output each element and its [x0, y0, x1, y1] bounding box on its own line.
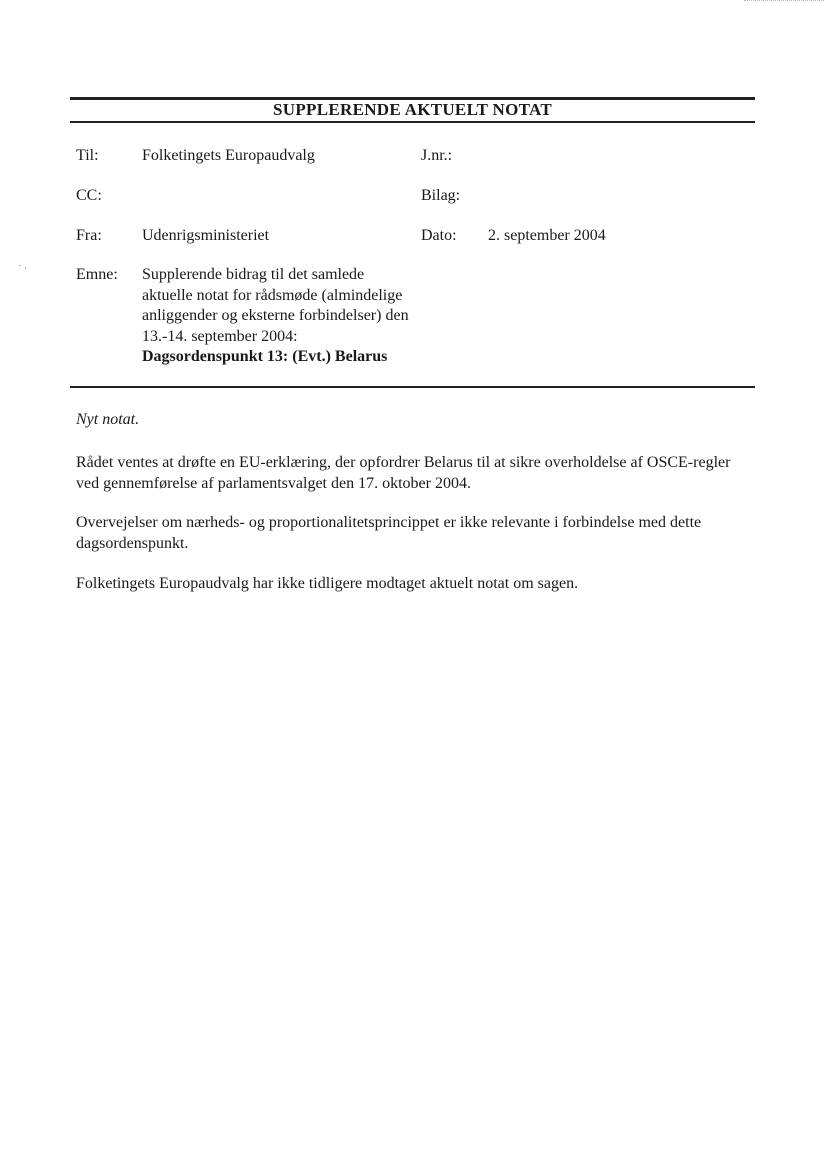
- scan-artifact: [744, 0, 824, 4]
- header-bottom-rule: [70, 386, 755, 388]
- emne-bold-text: Dagsordenspunkt 13: (Evt.) Belarus: [142, 348, 388, 365]
- emne-label: Emne:: [76, 266, 118, 283]
- til-value: Folketingets Europaudvalg: [142, 147, 315, 164]
- fra-label: Fra:: [76, 227, 102, 244]
- fra-value: Udenrigsministeriet: [142, 227, 270, 244]
- paragraph-2: Overvejelser om nærheds- og proportionalitetsprincippet er ikke relevante i forbindelse med dette dagsordenspunkt.: [76, 514, 702, 552]
- document-title: SUPPLERENDE AKTUELT NOTAT: [273, 100, 552, 119]
- jnr-label: J.nr.:: [421, 147, 453, 164]
- cc-label: CC:: [76, 187, 102, 204]
- emne-text: Supplerende bidrag til det samlede aktuelle notat for rådsmøde (almindelige anliggender og eksterne forbindelser) den 13.-14. september 2004:: [142, 266, 409, 345]
- bilag-label: Bilag:: [421, 187, 461, 204]
- dato-label: Dato:: [421, 227, 457, 244]
- til-label: Til:: [76, 147, 99, 164]
- dato-value: 2. september 2004: [488, 227, 606, 244]
- emne-value: [142, 265, 412, 368]
- paragraph-1: Rådet ventes at drøfte en EU-erklæring, der opfordrer Belarus til at sikre overholdelse af OSCE-regler ved gennemførelse af parlamentsvalget den 17. oktober 2004.: [76, 454, 731, 492]
- note-label: Nyt notat.: [76, 411, 140, 428]
- margin-mark: ˙ ·: [18, 264, 28, 275]
- paragraph-3: Folketingets Europaudvalg har ikke tidligere modtaget aktuelt notat om sagen.: [76, 575, 579, 592]
- title-underline: [70, 121, 755, 123]
